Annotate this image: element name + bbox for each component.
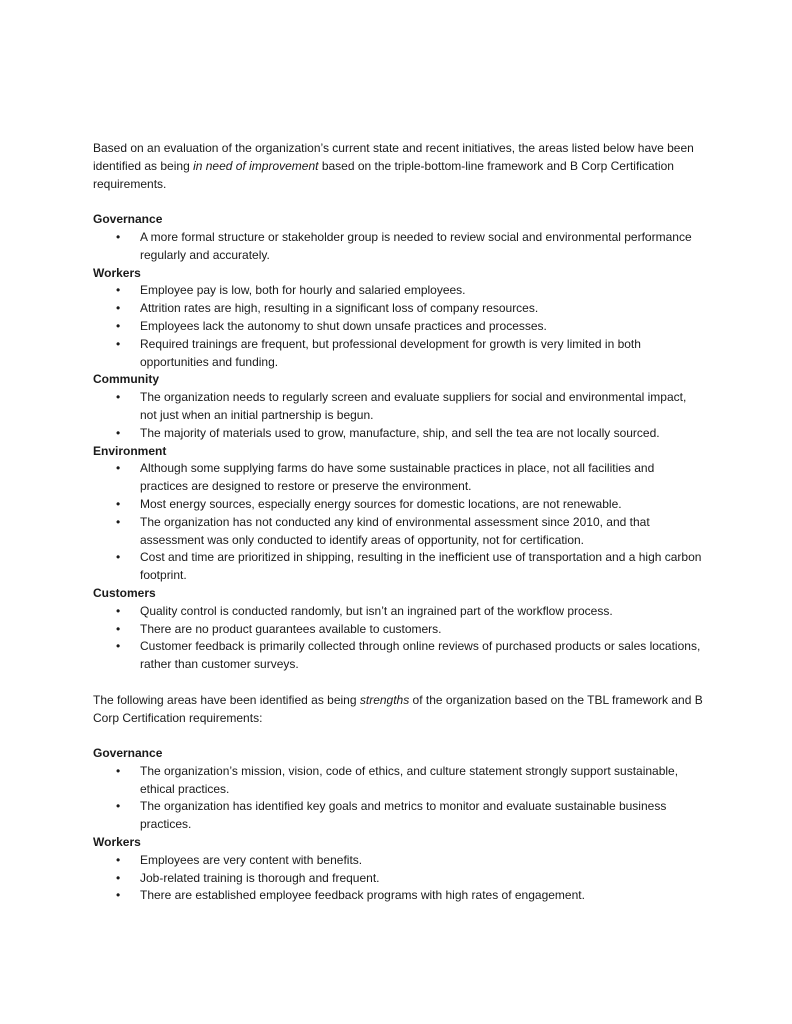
- improvement-section-customers: [93, 585, 703, 674]
- bullet-icon: •: [116, 318, 121, 333]
- improvement-section-environment: [93, 443, 703, 585]
- bullet-icon: •: [116, 336, 121, 351]
- list-item: [93, 460, 703, 496]
- list-item-text: The organization has not conducted any kind of environmental assessment since 2010, and that assessment was only conducted to identify areas of opportunity, not for certification.: [140, 514, 650, 547]
- list-item: [93, 300, 703, 318]
- bullet-list: [93, 229, 703, 265]
- list-item-text: The organization’s mission, vision, code of ethics, and culture statement strongly support sustainable, ethical practices.: [140, 763, 679, 796]
- strength-section-governance: [93, 745, 703, 834]
- list-item: [93, 638, 703, 674]
- list-item-text: There are no product guarantees available to customers.: [140, 621, 442, 636]
- list-item-text: Customer feedback is primarily collected through online reviews of purchased products or sales locations, rather than customer surveys.: [140, 639, 701, 672]
- list-item-text: A more formal structure or stakeholder group is needed to review social and environmental performance regularly and accurately.: [140, 229, 692, 262]
- list-item: [93, 549, 703, 585]
- list-item: [93, 514, 703, 550]
- list-item: [93, 336, 703, 372]
- list-item: [93, 621, 703, 639]
- spacer: [93, 193, 703, 211]
- spacer: [93, 727, 703, 745]
- section-heading: Community: [93, 372, 159, 387]
- list-item-text: Attrition rates are high, resulting in a significant loss of company resources.: [140, 301, 539, 316]
- bullet-icon: •: [116, 550, 121, 565]
- list-item-text: Quality control is conducted randomly, but isn’t an ingrained part of the workflow process.: [140, 603, 613, 618]
- improvement-intro-text-end: based on the triple-bottom-line framework and B Corp Certification requirements.: [93, 158, 674, 191]
- improvement-section-community: [93, 371, 703, 442]
- strengths-intro-text-end: of the organization based on the TBL framework and B Corp Certification requirements:: [93, 692, 703, 725]
- spacer: [93, 674, 703, 692]
- bullet-icon: •: [116, 514, 121, 529]
- improvement-section-workers: [93, 265, 703, 372]
- strengths-intro-emphasis: strengths: [359, 692, 410, 707]
- improvement-intro-emphasis: in need of improvement: [193, 158, 319, 173]
- bullet-icon: •: [116, 888, 121, 903]
- improvement-intro-text: Based on an evaluation of the organization’s current state and recent initiatives, the areas listed below have been identified as being: [93, 141, 694, 173]
- list-item-text: Employee pay is low, both for hourly and salaried employees.: [140, 283, 466, 298]
- section-heading: Workers: [93, 265, 141, 280]
- list-item-text: Job-related training is thorough and frequent.: [140, 870, 380, 885]
- list-item: [93, 318, 703, 336]
- list-item-text: There are established employee feedback programs with high rates of engagement.: [140, 888, 585, 903]
- list-item-text: Required trainings are frequent, but professional development for growth is very limited in both opportunities and funding.: [140, 336, 641, 369]
- bullet-icon: •: [116, 390, 121, 405]
- improvement-section-governance: [93, 211, 703, 264]
- section-heading: Environment: [93, 443, 167, 458]
- list-item: [93, 870, 703, 888]
- list-item: [93, 798, 703, 834]
- list-item-text: Although some supplying farms do have some sustainable practices in place, not all facilities and practices are designed to restore or preserve the environment.: [140, 461, 655, 494]
- bullet-list: [93, 763, 703, 834]
- bullet-icon: •: [116, 496, 121, 511]
- section-heading: Governance: [93, 212, 163, 227]
- list-item: [93, 282, 703, 300]
- bullet-icon: •: [116, 425, 121, 440]
- bullet-icon: •: [116, 852, 121, 867]
- list-item: [93, 887, 703, 905]
- improvement-intro-paragraph: [93, 140, 703, 193]
- bullet-list: [93, 389, 703, 442]
- document-page: [93, 140, 703, 905]
- bullet-icon: •: [116, 603, 121, 618]
- list-item: [93, 852, 703, 870]
- bullet-icon: •: [116, 799, 121, 814]
- list-item-text: Employees are very content with benefits.: [140, 852, 363, 867]
- bullet-icon: •: [116, 461, 121, 476]
- strengths-intro-paragraph: [93, 692, 703, 728]
- list-item-text: The organization has identified key goals and metrics to monitor and evaluate sustainable business practices.: [140, 799, 667, 832]
- bullet-list: [93, 852, 703, 905]
- list-item: [93, 425, 703, 443]
- section-heading: Workers: [93, 835, 141, 850]
- section-heading: Governance: [93, 746, 163, 761]
- list-item-text: Most energy sources, especially energy sources for domestic locations, are not renewable.: [140, 496, 622, 511]
- list-item: [93, 603, 703, 621]
- bullet-icon: •: [116, 301, 121, 316]
- list-item-text: The majority of materials used to grow, manufacture, ship, and sell the tea are not locally sourced.: [140, 425, 660, 440]
- section-heading: Customers: [93, 585, 156, 600]
- bullet-icon: •: [116, 763, 121, 778]
- bullet-icon: •: [116, 283, 121, 298]
- strengths-intro-text: The following areas have been identified as being: [93, 692, 360, 707]
- list-item-text: Cost and time are prioritized in shipping, resulting in the inefficient use of transportation and a high carbon footprint.: [140, 550, 702, 583]
- bullet-icon: •: [116, 229, 121, 244]
- bullet-icon: •: [116, 870, 121, 885]
- list-item-text: The organization needs to regularly screen and evaluate suppliers for social and environmental impact, not just when an initial partnership is begun.: [140, 390, 687, 422]
- bullet-list: [93, 282, 703, 371]
- list-item: [93, 763, 703, 799]
- list-item-text: Employees lack the autonomy to shut down unsafe practices and processes.: [140, 318, 547, 333]
- list-item: [93, 389, 703, 425]
- list-item: [93, 229, 703, 265]
- bullet-icon: •: [116, 639, 121, 654]
- bullet-list: [93, 603, 703, 674]
- list-item: [93, 496, 703, 514]
- bullet-icon: •: [116, 621, 121, 636]
- strength-section-workers: [93, 834, 703, 905]
- bullet-list: [93, 460, 703, 585]
